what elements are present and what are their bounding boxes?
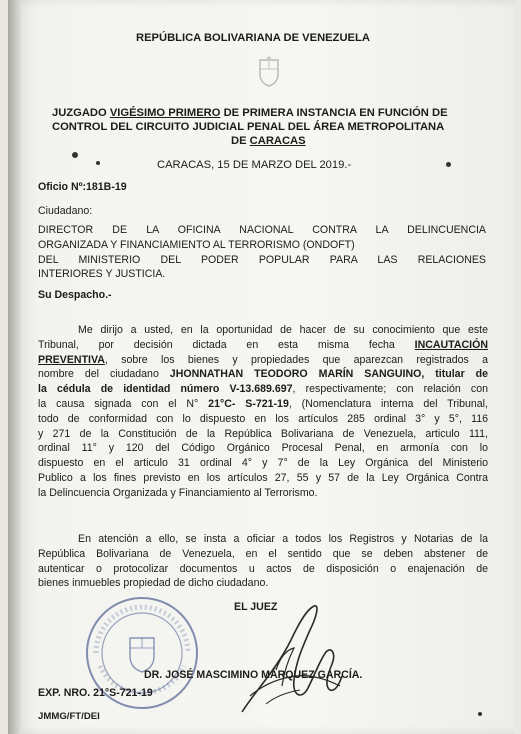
court-line-1-pre: JUZGADO [52, 107, 110, 119]
body-line [38, 338, 488, 353]
court-line-3 [231, 135, 306, 148]
oficio-number: Oficio Nº:181B-19 [38, 181, 127, 193]
coat-of-arms-icon [254, 56, 284, 88]
body-line: Publico a los fines previsto en los artículos 27, 55 y 57 de la Ley Orgánica Contra [38, 471, 488, 484]
body-paragraph-1 [38, 323, 488, 501]
document-initials: JMMG/FT/DEI [38, 711, 100, 722]
judge-name: DR. JOSÉ MASCIMINO MÁRQUEZ GARCÍA. [144, 669, 363, 681]
judge-signature-icon [236, 600, 346, 718]
court-city: CARACAS [249, 135, 306, 147]
salutation: Ciudadano: [38, 205, 93, 217]
body-line: Me dirijo a usted, en la oportunidad de hacer de su conocimiento que este [78, 324, 488, 336]
body-line: dispuesto en el articulo 31 ordinal 4° y 7° de la Ley Orgánica del Ministerio [38, 457, 488, 470]
body-line-text: , respectivamente; con relación con [292, 383, 488, 396]
recipient-block [38, 223, 486, 282]
ink-spot [96, 161, 100, 165]
defendant-name: JHONNATHAN TEODORO MARÍN SANGUINO, titular de [169, 368, 488, 381]
judge-role: EL JUEZ [234, 601, 278, 613]
body-line: autenticar o protocolizar documentos u actos de disposición o enajenación de [38, 562, 488, 575]
recipient-line: ORGANIZADA Y FINANCIAMIENTO AL TERRORISMO (ONDOFT) [38, 238, 355, 251]
body-line-text: la causa signada con el N° [38, 397, 209, 410]
page-edge-shadow [8, 0, 22, 734]
body-line-text: , sobre los bienes y propiedades que aparezcan registrados a [104, 353, 488, 366]
su-despacho: Su Despacho.- [38, 289, 112, 301]
recipient-line: DIRECTOR DE LA OFICINA NACIONAL CONTRA LA DELINCUENCIA [38, 224, 486, 236]
country-header: REPÚBLICA BOLIVARIANA DE VENEZUELA [136, 32, 370, 44]
recipient-line: DEL MINISTERIO DEL PODER POPULAR PARA LAS RELACIONES [38, 253, 486, 266]
measure-title-1: INCAUTACIÓN [414, 338, 488, 351]
measure-title-2: PREVENTIVA [38, 353, 105, 366]
body-line [38, 367, 488, 382]
body-line [38, 397, 488, 412]
expediente-number: EXP. NRO. 21°S-721-19 [38, 687, 153, 699]
document-date: CARACAS, 15 DE MARZO DEL 2019.- [157, 159, 352, 171]
court-ordinal: VIGÉSIMO PRIMERO [109, 107, 221, 119]
defendant-id: la cédula de identidad número V-13.689.697 [38, 383, 293, 396]
body-line: todo de conformidad con lo dispuesto en los artículos 285 ordinal 3° y 5°, 116 [38, 412, 488, 425]
body-line: y 271 de la Constitución de la República Bolivariana de Venezuela, articulo 111, [38, 427, 488, 440]
court-line-1-post: DE PRIMERA INSTANCIA EN FUNCIÓN DE [220, 107, 448, 119]
ink-spot [478, 712, 482, 716]
body-line-text: nombre del ciudadano [38, 368, 170, 381]
ink-spot [72, 152, 78, 158]
body-line: la Delincuencia Organizada y Financiamiento al Terrorismo. [38, 486, 318, 499]
body-line: ordinal 11° y 120 del Código Orgánico Procesal Penal, en armonía con lo [38, 442, 488, 455]
body-line: En atención a ello, se insta a oficiar a todos los Registros y Notarias de la [78, 533, 488, 545]
ink-spot [446, 162, 451, 167]
body-line-text: Tribunal, por decisión dictada en esta misma fecha [38, 338, 395, 351]
body-line: bienes inmuebles propiedad de dicho ciudadano. [38, 577, 269, 590]
body-line [38, 382, 488, 397]
body-line [38, 353, 488, 368]
court-line-1 [52, 107, 448, 120]
court-line-3-pre: DE [231, 135, 250, 147]
document-page [8, 0, 514, 734]
court-line-2: CONTROL DEL CIRCUITO JUDICIAL PENAL DEL ÁREA METROPOLITANA [52, 121, 445, 133]
body-line-text: , (Nomenclatura interna del Tribunal, [288, 397, 488, 410]
body-paragraph-2 [38, 532, 488, 591]
recipient-line: INTERIORES Y JUSTICIA. [38, 268, 166, 281]
body-line: República Bolivariana de Venezuela, en el sentido que se deben abstener de [38, 547, 488, 560]
case-number: 21°C- S-721-19 [208, 397, 289, 410]
